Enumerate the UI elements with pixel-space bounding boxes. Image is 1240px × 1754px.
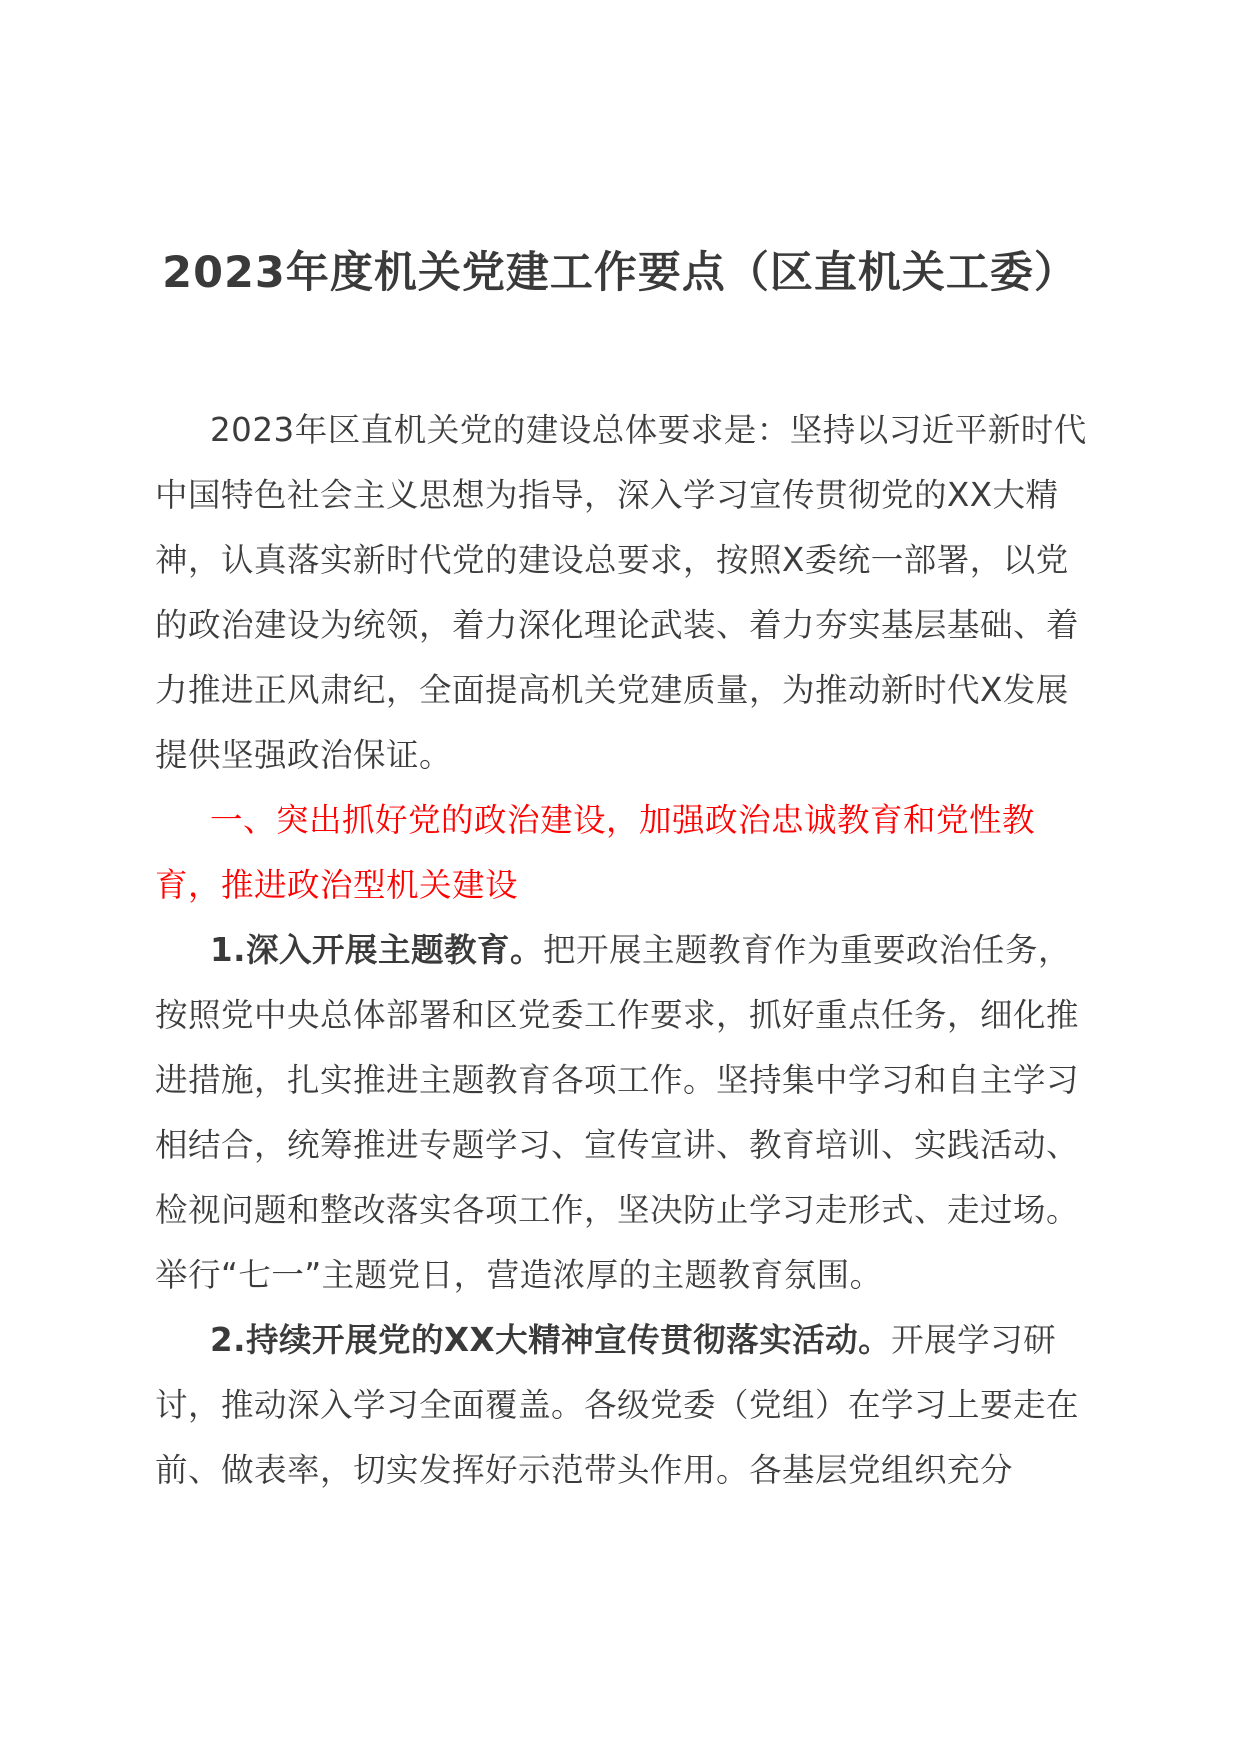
- item-paragraph-1: [155, 918, 1090, 1308]
- item-paragraph-2: [155, 1308, 1090, 1503]
- item-lead-2: 2.持续开展党的XX大精神宣传贯彻落实活动。: [210, 1321, 892, 1359]
- item-text-1: 把开展主题教育作为重要政治任务，按照党中央总体部署和区党委工作要求，抓好重点任务，细化推进措施，扎实推进主题教育各项工作。坚持集中学习和自主学习相结合，统筹推进专题学习、宣传宣讲、教育培训、实践活动、检视问题和整改落实各项工作，坚决防止学习走形式、走过场。举行“七一”主题党日，营造浓厚的主题教育氛围。: [155, 931, 1080, 1294]
- intro-paragraph: 2023年区直机关党的建设总体要求是：坚持以习近平新时代中国特色社会主义思想为指导，深入学习宣传贯彻党的XX大精神，认真落实新时代党的建设总要求，按照X委统一部署，以党的政治建设为统领，着力深化理论武装、着力夯实基层基础、着力推进正风肃纪，全面提高机关党建质量，为推动新时代X发展提供坚强政治保证。: [155, 411, 1087, 774]
- document-body: [155, 398, 1090, 1503]
- document-title: 2023年度机关党建工作要点（区直机关工委）: [162, 248, 1078, 298]
- section-heading: 一、突出抓好党的政治建设，加强政治忠诚教育和党性教育，推进政治型机关建设: [155, 801, 1036, 904]
- item-lead-1: 1.深入开展主题教育。: [210, 931, 543, 969]
- item-text-2: 开展学习研讨，推动深入学习全面覆盖。各级党委（党组）在学习上要走在前、做表率，切实发挥好示范带头作用。各基层党组织充分: [155, 1321, 1080, 1489]
